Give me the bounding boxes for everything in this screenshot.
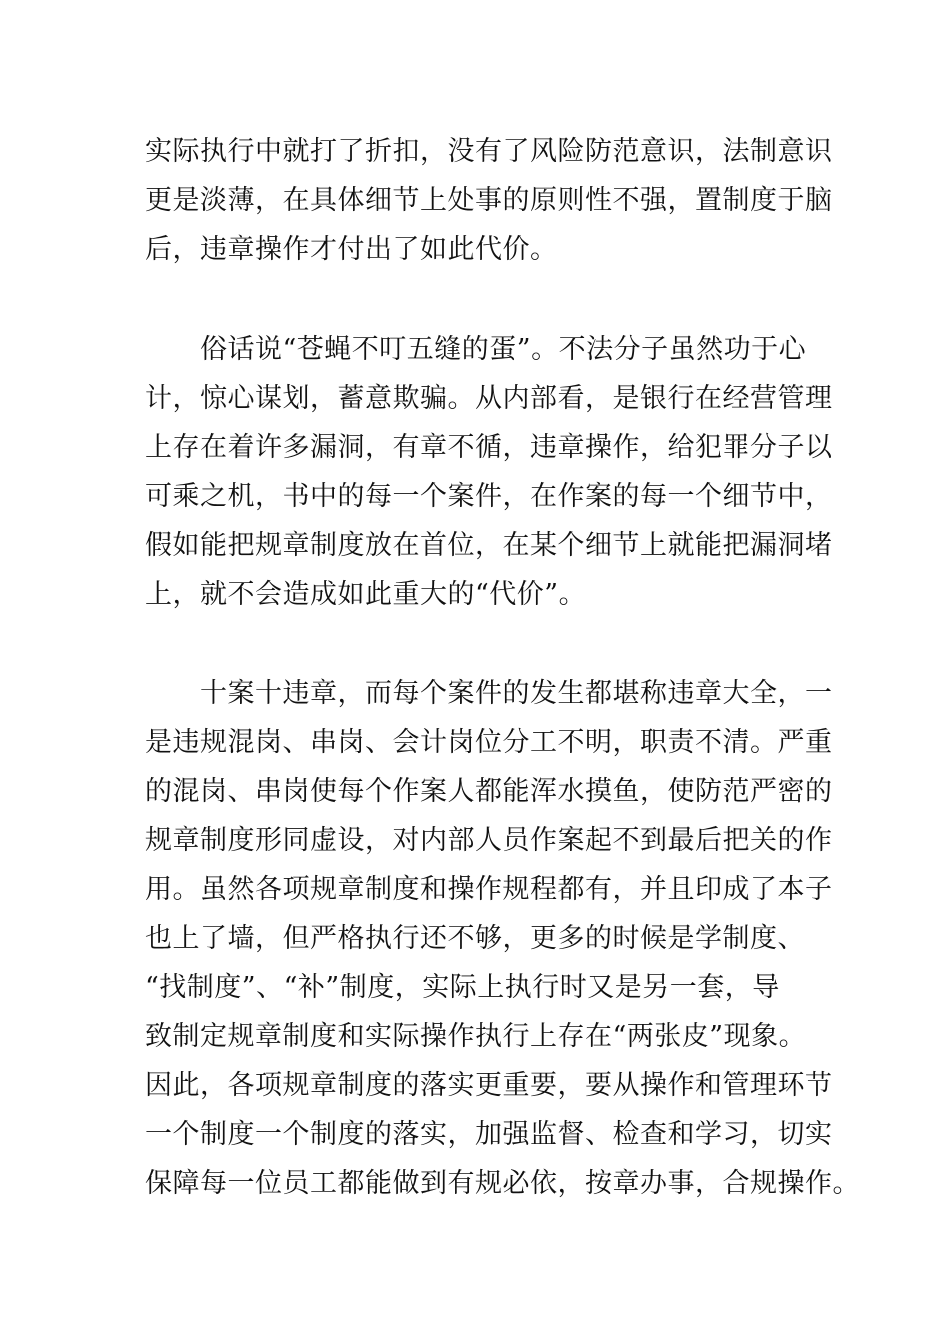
text-line: 也上了墙，但严格执行还不够，更多的时候是学制度、 [145, 923, 805, 954]
paragraph-2 [145, 325, 833, 619]
paragraph-3 [145, 669, 860, 1208]
text-line: 用。虽然各项规章制度和操作规程都有，并且印成了本子 [145, 874, 833, 905]
text-line: 更是淡薄，在具体细节上处事的原则性不强，置制度于脑 [145, 185, 833, 216]
text-line: 计，惊心谋划，蓄意欺骗。从内部看，是银行在经营管理 [145, 383, 833, 414]
text-line: 保障每一位员工都能做到有规必依，按章办事，合规操作。 [145, 1168, 860, 1199]
text-line: 可乘之机，书中的每一个案件，在作案的每一个细节中， [145, 481, 833, 512]
text-line: 俗话说“苍蝇不叮五缝的蛋”。不法分子虽然功于心 [145, 334, 807, 365]
text-line: 实际执行中就打了折扣，没有了风险防范意识，法制意识 [145, 136, 833, 167]
text-line: 上存在着许多漏洞，有章不循，违章操作，给犯罪分子以 [145, 432, 833, 463]
text-line: 一个制度一个制度的落实，加强监督、检查和学习，切实 [145, 1119, 833, 1150]
text-line: 上，就不会造成如此重大的“代价”。 [145, 579, 587, 610]
text-line: 的混岗、串岗使每个作案人都能浑水摸鱼，使防范严密的 [145, 776, 833, 807]
text-line: 十案十违章，而每个案件的发生都堪称违章大全，一 [145, 678, 833, 709]
text-line: 致制定规章制度和实际操作执行上存在“两张皮”现象。 [145, 1021, 807, 1052]
text-line: 因此，各项规章制度的落实更重要，要从操作和管理环节 [145, 1070, 833, 1101]
text-line: 规章制度形同虚设，对内部人员作案起不到最后把关的作 [145, 825, 833, 856]
text-line: 是违规混岗、串岗、会计岗位分工不明，职责不清。严重 [145, 727, 833, 758]
text-line: “找制度”、“补”制度，实际上执行时又是另一套，导 [145, 972, 780, 1003]
paragraph-1 [145, 127, 833, 274]
text-line: 后，违章操作才付出了如此代价。 [145, 234, 558, 265]
text-line: 假如能把规章制度放在首位，在某个细节上就能把漏洞堵 [145, 530, 833, 561]
